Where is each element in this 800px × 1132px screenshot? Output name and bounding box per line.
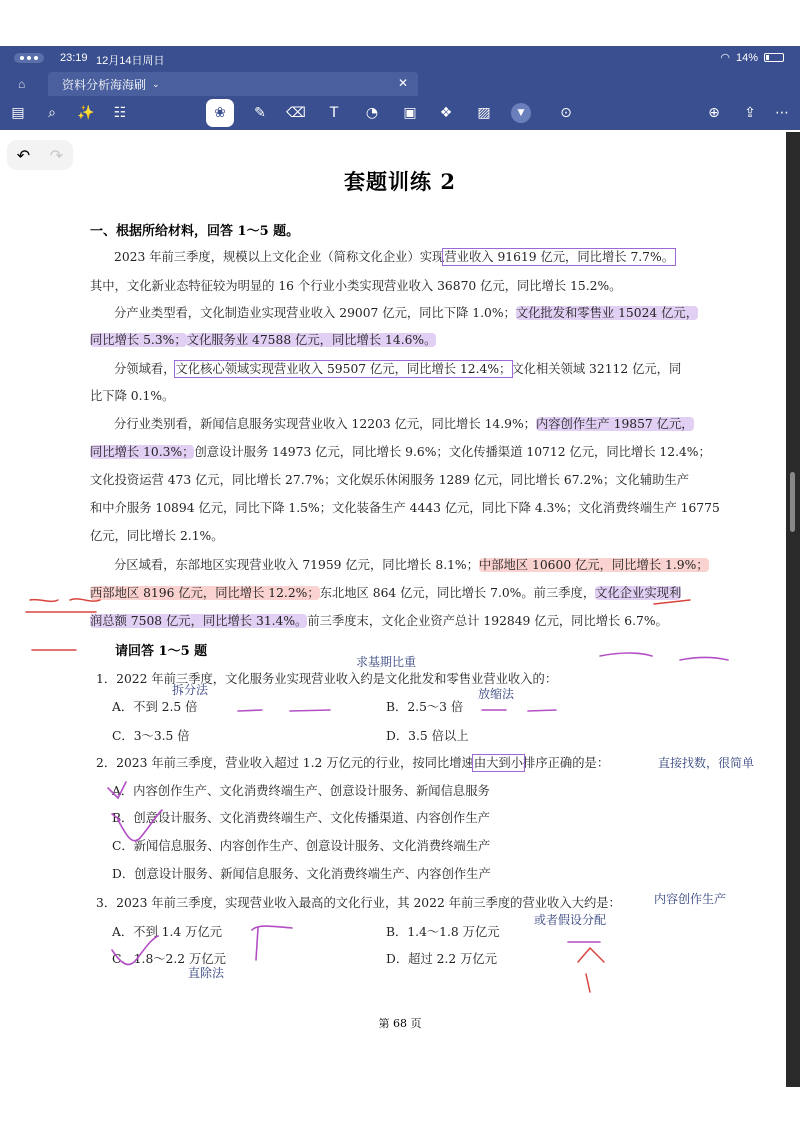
close-icon[interactable]: ✕: [397, 76, 408, 90]
more-tools-icon[interactable]: ▼: [511, 103, 531, 123]
annotated-core-field: 文化核心领域实现营业收入 59507 亿元，同比增长 12.4%；: [175, 362, 512, 376]
paragraph-1-line-1: 2023 年前三季度，规模以上文化企业（简称文化企业）实现营业收入 91619 亿元，同比增长 7.7%。: [114, 250, 674, 264]
paragraph-5-line-3: 润总额 7508 亿元，同比增长 31.4%。前三季度末，文化企业资产总计 192849 亿元，同比增长 6.7%。: [90, 614, 668, 628]
notes-icon[interactable]: ☷: [113, 105, 127, 121]
annotated-order: 由大到小: [473, 756, 524, 770]
annotation-direct-division[interactable]: 直除法: [188, 966, 225, 980]
annotation-base-ratio[interactable]: 求基期比重: [356, 655, 417, 669]
pen-icon[interactable]: ✎: [254, 105, 266, 121]
q2-option-c[interactable]: C．新闻信息服务、内容创作生产、创意设计服务、文化消费终端生产: [112, 839, 491, 853]
page-number: 第 68 页: [378, 1017, 422, 1030]
q1-option-b[interactable]: B．2.5～3 倍: [386, 700, 464, 714]
question-2-stem: 2．2023 年前三季度，营业收入超过 1.2 万亿元的行业，按同比增速由大到小排序正确的是：: [96, 756, 610, 770]
paragraph-4-line-4: 和中介服务 10894 亿元，同比下降 1.5%；文化装备生产 4443 亿元，同比下降 4.3%；文化消费终端生产 16775: [90, 501, 720, 515]
toolbar: [0, 96, 800, 130]
paragraph-4-line-5: 亿元，同比增长 2.1%。: [90, 529, 224, 543]
paragraph-3-line-2: 比下降 0.1%。: [90, 389, 175, 403]
chevron-down-icon[interactable]: ⌄: [152, 78, 160, 89]
annotation-scale-method[interactable]: 放缩法: [478, 687, 515, 701]
q2-option-d[interactable]: D．创意设计服务、新闻信息服务、文化消费终端生产、内容创作生产: [112, 867, 491, 881]
q1-option-a[interactable]: A．不到 2.5 倍: [112, 700, 198, 714]
text-box-icon[interactable]: T: [329, 105, 339, 121]
paragraph-5-line-2: 西部地区 8196 亿元，同比增长 12.2%；东北地区 864 亿元，同比增长 7.0%。前三季度，文化企业实现利: [90, 586, 682, 600]
lasso-icon[interactable]: ❀: [206, 99, 234, 127]
document-tab-title: 资料分析海海刷: [62, 77, 147, 92]
q3-option-c[interactable]: C．1.8～2.2 万亿元: [112, 952, 226, 966]
q2-option-b[interactable]: B．创意设计服务、文化消费终端生产、文化传播渠道、内容创作生产: [112, 811, 490, 825]
share-icon[interactable]: ⇪: [744, 105, 756, 121]
undo-icon[interactable]: ↶: [16, 145, 31, 165]
elements-icon[interactable]: ❖: [439, 105, 453, 121]
battery-icon: [764, 53, 784, 62]
sidebar-icon[interactable]: ▤: [11, 105, 25, 121]
document-tab[interactable]: [48, 72, 418, 96]
question-1-stem: 1．2022 年前三季度，文化服务业实现营业收入约是文化批发和零售业营业收入的：: [96, 672, 558, 686]
q2-option-a[interactable]: A．内容创作生产、文化消费终端生产、创意设计服务、新闻信息服务: [112, 784, 490, 798]
question-3-stem: 3．2023 年前三季度，实现营业收入最高的文化行业，其 2022 年前三季度的营业收入大约是：: [96, 896, 621, 910]
paragraph-4-line-3: 文化投资运营 473 亿元，同比增长 27.7%；文化娱乐休闲服务 1289 亿元，同比增长 67.2%；文化辅助生产: [90, 473, 690, 487]
paragraph-3-line-1: 分领域看，文化核心领域实现营业收入 59507 亿元，同比增长 12.4%；文化相关领域 32112 亿元，同: [114, 362, 682, 376]
shapes-icon[interactable]: ◔: [365, 105, 379, 121]
paragraph-2-line-1: 分产业类型看，文化制造业实现营业收入 29007 亿元，同比下降 1.0%；文化批发和零售业 15024 亿元，: [114, 306, 699, 320]
microphone-icon[interactable]: ⊙: [560, 105, 572, 121]
q1-option-c[interactable]: C．3～3.5 倍: [112, 729, 190, 743]
status-time: 23:19: [60, 52, 88, 64]
add-page-icon[interactable]: ⊕: [708, 105, 720, 121]
annotated-revenue-total: 营业收入 91619 亿元，同比增长 7.7%。: [444, 250, 674, 264]
questions-heading: 请回答 1～5 题: [115, 644, 208, 659]
paragraph-5-line-1: 分区域看，东部地区实现营业收入 71959 亿元，同比增长 8.1%；中部地区 10600 亿元，同比增长 1.9%；: [114, 558, 709, 572]
paragraph-4-line-2: 同比增长 10.3%；创意设计服务 14973 亿元，同比增长 9.6%；文化传播渠道 10712 亿元，同比增长 12.4%；: [90, 445, 711, 459]
annotation-q3-assume[interactable]: 或者假设分配: [534, 913, 607, 927]
annotation-split-method[interactable]: 拆分法: [172, 683, 209, 697]
image-icon[interactable]: ▣: [403, 105, 417, 121]
scrollbar-thumb[interactable]: [790, 472, 795, 532]
annotation-q3-content[interactable]: 内容创作生产: [654, 892, 727, 906]
page-edge: [786, 132, 800, 1087]
more-options-icon[interactable]: ⋯: [775, 105, 789, 121]
q1-option-d[interactable]: D．3.5 倍以上: [386, 729, 469, 743]
system-indicators: [720, 51, 784, 64]
status-bar: [0, 46, 800, 72]
magic-icon[interactable]: ✨: [77, 105, 95, 121]
q3-option-d[interactable]: D．超过 2.2 万亿元: [386, 952, 498, 966]
page-title: 套题训练 2: [344, 169, 456, 194]
battery-percent: 14%: [735, 51, 758, 64]
multitask-dots-icon[interactable]: [14, 53, 44, 63]
redo-icon[interactable]: ↷: [49, 145, 64, 165]
paragraph-2-line-2: 同比增长 5.3%；文化服务业 47588 亿元，同比增长 14.6%。: [90, 333, 437, 347]
section-heading: 一、根据所给材料，回答 1～5 题。: [90, 224, 300, 239]
sticky-note-icon[interactable]: ▨: [477, 105, 491, 121]
paragraph-4-line-1: 分行业类别看，新闻信息服务实现营业收入 12203 亿元，同比增长 14.9%；内容创作生产 19857 亿元，: [114, 417, 694, 431]
status-date: 12月14日周日: [96, 55, 165, 67]
home-icon[interactable]: ⌂: [18, 77, 26, 91]
q3-option-b[interactable]: B．1.4～1.8 万亿元: [386, 925, 500, 939]
search-icon[interactable]: ⌕: [48, 105, 56, 121]
tab-bar: [0, 72, 800, 96]
annotation-q2-note[interactable]: 直接找数，很简单: [658, 756, 755, 770]
q3-option-a[interactable]: A．不到 1.4 万亿元: [112, 925, 223, 939]
paragraph-1-line-2: 其中，文化新业态特征较为明显的 16 个行业小类实现营业收入 36870 亿元，同比增长 15.2%。: [90, 279, 622, 293]
wifi-icon: ◠: [720, 52, 730, 64]
eraser-icon[interactable]: ⌫: [286, 105, 306, 121]
